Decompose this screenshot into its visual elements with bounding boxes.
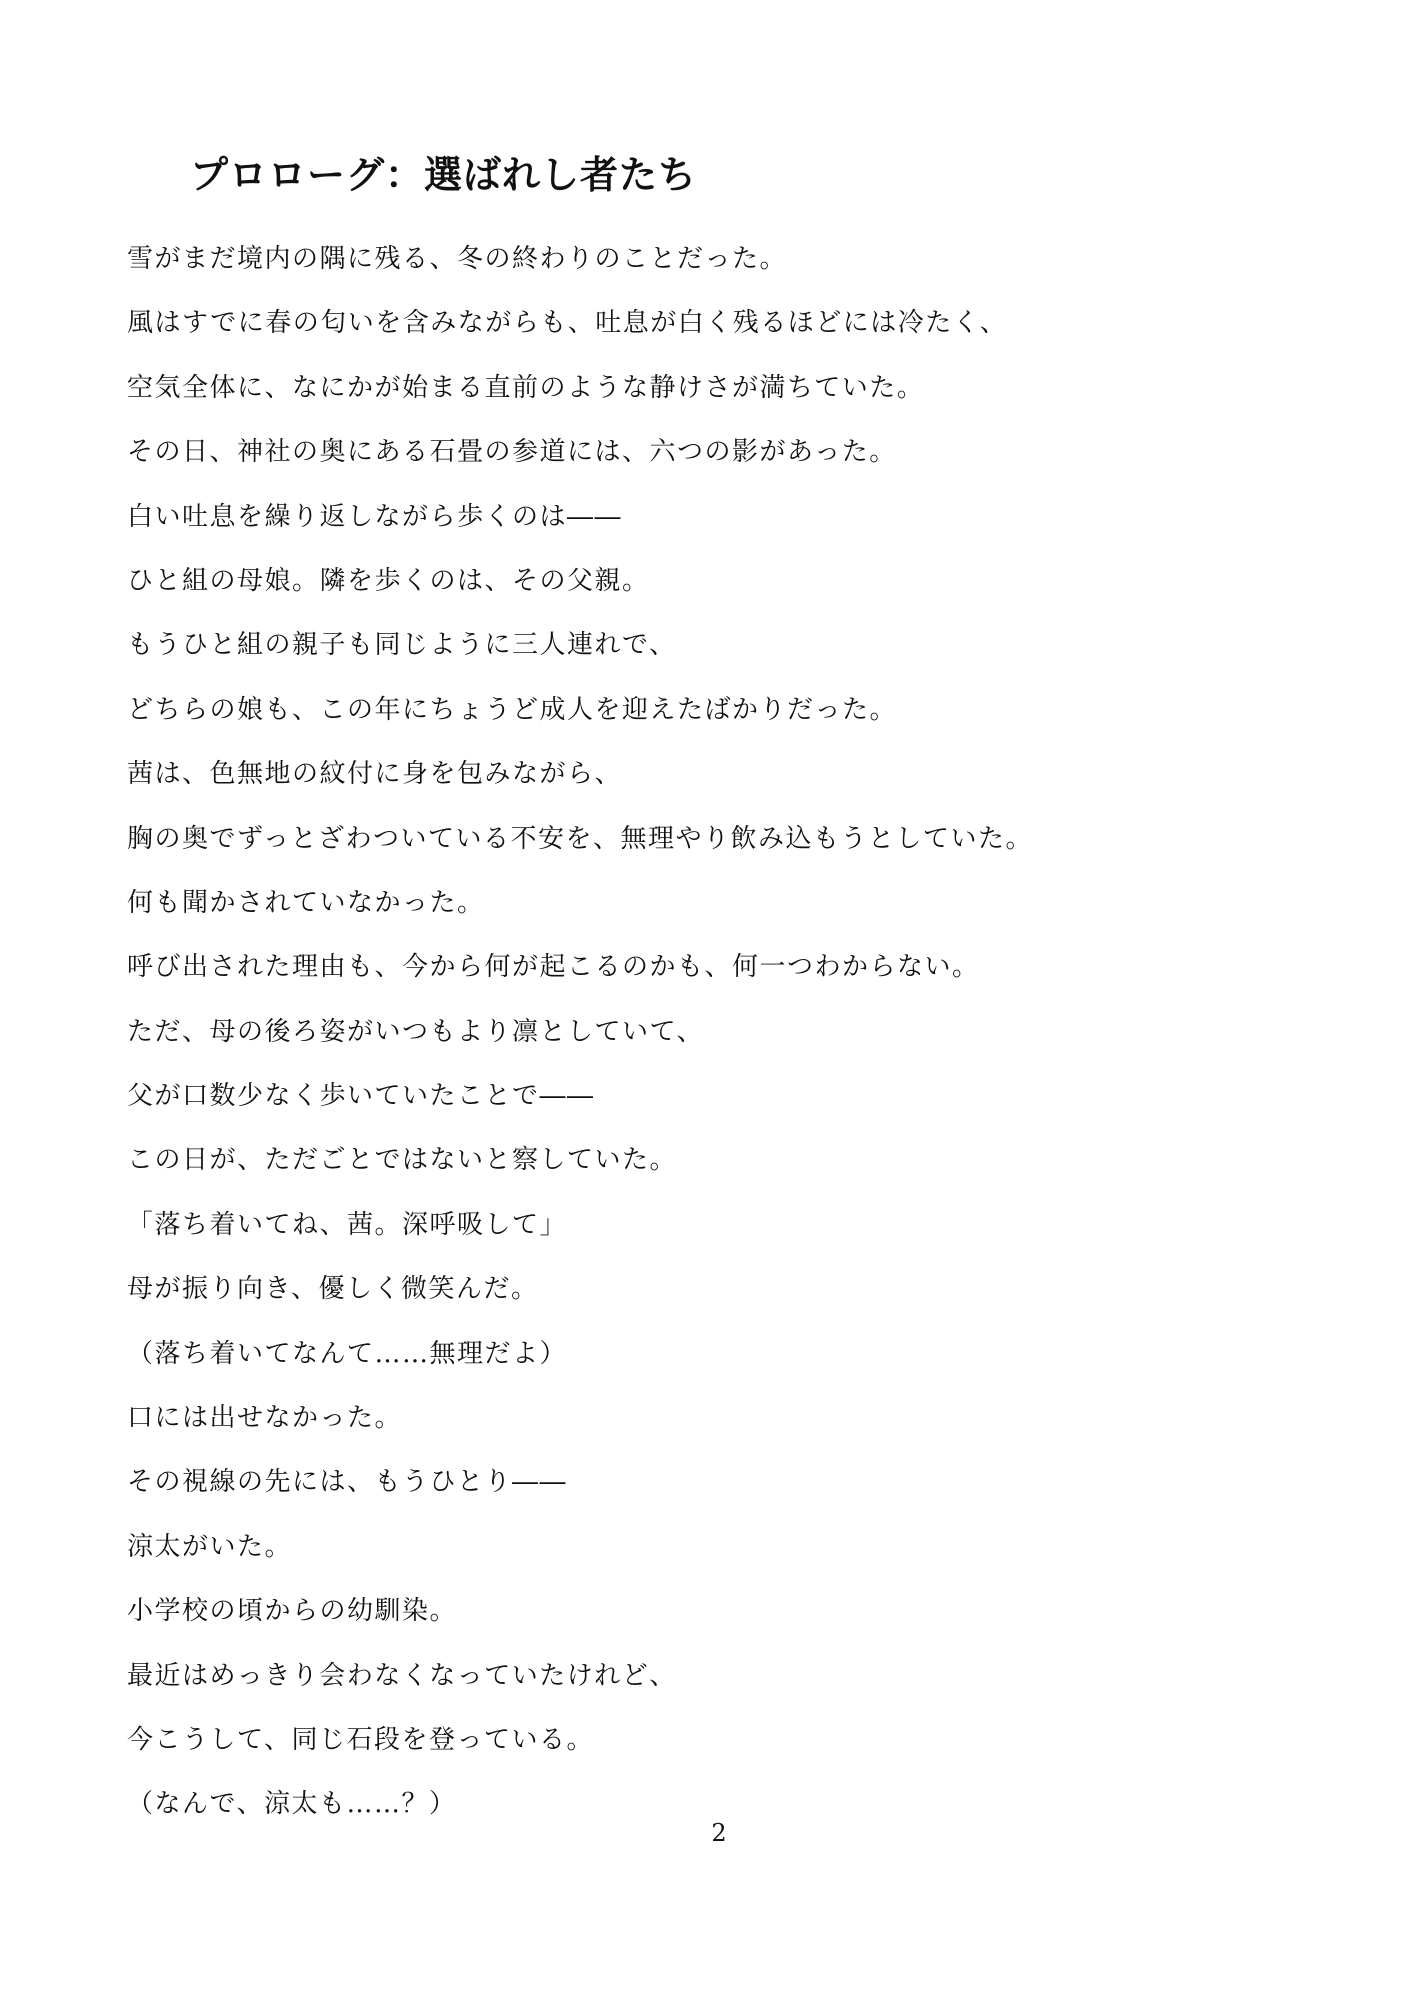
- text-line: 今こうして、同じ石段を登っている。: [127, 1724, 594, 1755]
- text-line: 空気全体に、なにかが始まる直前のような静けさが満ちていた。: [127, 372, 925, 403]
- text-line: （なんで、涼太も……？）: [127, 1789, 457, 1820]
- text-line: 口には出せなかった。: [127, 1403, 403, 1434]
- text-line: 涼太がいた。: [127, 1531, 293, 1562]
- text-line: 胸の奥でずっとざわついている不安を、無理やり飲み込もうとしていた。: [127, 823, 1033, 854]
- text-line: 呼び出された理由も、今から何が起こるのかも、何一つわからない。: [127, 952, 980, 983]
- body-text: [127, 237, 1307, 1847]
- text-line: （落ち着いてなんて……無理だよ）: [127, 1338, 568, 1369]
- text-line: 父が口数少なく歩いていたことで――: [127, 1081, 595, 1112]
- text-line: もうひと組の親子も同じように三人連れで、: [127, 630, 677, 661]
- page-number: 2: [711, 1819, 727, 1847]
- text-line: 母が振り向き、優しく微笑んだ。: [127, 1274, 539, 1305]
- text-line: 何も聞かされていなかった。: [127, 887, 485, 918]
- text-line: 白い吐息を繰り返しながら歩くのは――: [127, 501, 623, 532]
- text-line: どちらの娘も、この年にちょうど成人を迎えたばかりだった。: [127, 694, 898, 725]
- text-line: 風はすでに春の匂いを含みながらも、吐息が白く残るほどには冷たく、: [127, 308, 1008, 339]
- text-line: 最近はめっきり会わなくなっていたけれど、: [127, 1660, 677, 1691]
- text-line: 雪がまだ境内の隅に残る、冬の終わりのことだった。: [127, 244, 788, 274]
- text-line: その日、神社の奥にある石畳の参道には、六つの影があった。: [127, 437, 897, 468]
- text-line: ただ、母の後ろ姿がいつもより凛としていて、: [127, 1016, 704, 1047]
- text-line: その視線の先には、もうひとり――: [127, 1467, 568, 1498]
- text-line: 茜は、色無地の紋付に身を包みながら、: [127, 759, 623, 790]
- text-line: 小学校の頃からの幼馴染。: [127, 1596, 458, 1627]
- text-line: ひと組の母娘。隣を歩くのは、その父親。: [127, 565, 650, 596]
- chapter-title: プロローグ：選ばれし者たち: [190, 152, 698, 197]
- text-line: この日が、ただごとではないと察していた。: [127, 1145, 678, 1176]
- text-line: 「落ち着いてね、茜。深呼吸して」: [127, 1209, 568, 1240]
